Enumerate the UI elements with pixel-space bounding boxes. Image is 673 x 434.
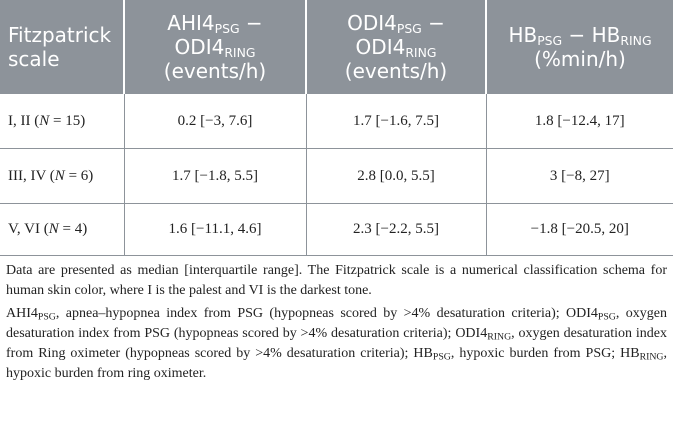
cell-ahi: 1.6 [−11.1, 4.6]	[124, 203, 306, 255]
table-row	[0, 148, 673, 203]
table-row	[0, 94, 673, 148]
cell-odi: 2.3 [−2.2, 5.5]	[306, 203, 486, 255]
cell-hb: 1.8 [−12.4, 17]	[486, 94, 673, 148]
header-row	[0, 0, 673, 94]
table-footnotes	[0, 256, 673, 384]
cell-hb: 3 [−8, 27]	[486, 148, 673, 203]
header-ahi-difference: $AHI4_{PSG} - ODI4_{RING}$ (events/h)	[124, 0, 306, 94]
header-fitzpatrick: Fitzpatrick scale	[0, 0, 124, 94]
footnote-data-description: Data are presented as median [interquartile range]. The Fitzpatrick scale is a numerical classification schema for human skin color, where I is the palest and VI is the darkest tone.	[6, 262, 667, 298]
row-group-label: I, II (N = 15)	[0, 94, 124, 148]
row-group-label: III, IV (N = 6)	[0, 148, 124, 203]
cell-hb: −1.8 [−20.5, 20]	[486, 203, 673, 255]
cell-odi: 1.7 [−1.6, 7.5]	[306, 94, 486, 148]
cell-ahi: 1.7 [−1.8, 5.5]	[124, 148, 306, 203]
header-odi-difference: $ODI4_{PSG} - ODI4_{RING}$ (events/h)	[306, 0, 486, 94]
header-hb-difference: $HB_{PSG} - HB_{RING}$ (%min/h)	[486, 0, 673, 94]
cell-odi: 2.8 [0.0, 5.5]	[306, 148, 486, 203]
table-row	[0, 203, 673, 255]
cell-ahi: 0.2 [−3, 7.6]	[124, 94, 306, 148]
footnote-abbreviations: $AHI4_{PSG}$, apnea–hypopnea index from PSG (hypopneas scored by >4% desaturation criteria); $ODI4_{PSG}$, oxygen desaturation index from PSG (hypopneas scored by >4% desaturation criteria); $ODI4_{RING}$, oxygen desaturation index from Ring oximeter (hypopneas scored by >4% desaturation criteria); $HB_{PSG}$, hypoxic burden from PSG; $HB_{RING}$, hypoxic burden from ring oximeter.	[6, 305, 668, 381]
row-group-label: V, VI (N = 4)	[0, 203, 124, 255]
